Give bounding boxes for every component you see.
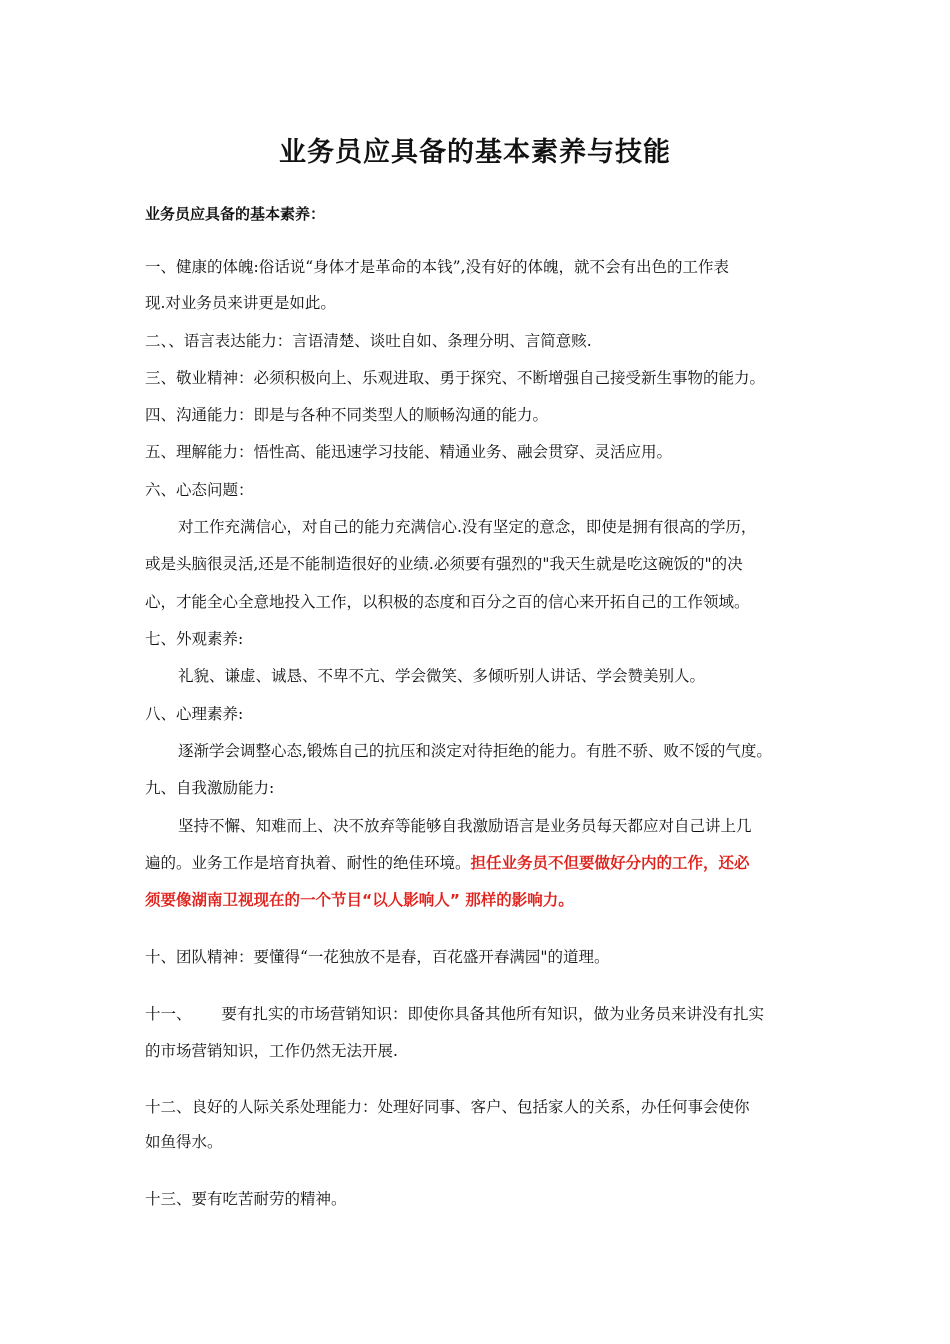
paragraph-line: 三、敬业精神：必须积极向上、乐观进取、勇于探究、不断增强自己接受新生事物的能力。	[145, 369, 766, 387]
paragraph-line: 礼貌、谦虚、诚恳、不卑不亢、学会微笑、多倾听别人讲话、学会赞美别人。	[178, 667, 706, 685]
paragraph-text: 遍的。业务工作是培育执着、耐性的绝佳环境。	[145, 854, 471, 872]
paragraph-line	[145, 1003, 764, 1025]
paragraph-line: 逐渐学会调整心态,锻炼自己的抗压和淡定对待拒绝的能力。有胜不骄、败不馁的气度。	[178, 742, 772, 760]
highlighted-line: 须要像湖南卫视现在的一个节目“以人影响人” 那样的影响力。	[145, 891, 574, 909]
paragraph-line: 十三、要有吃苦耐劳的精神。	[145, 1190, 347, 1208]
item-number: 十一、	[145, 1005, 192, 1023]
paragraph-line: 六、心态问题：	[145, 481, 254, 499]
paragraph-line: 七、外观素养:	[145, 630, 244, 648]
paragraph-line: 的市场营销知识，工作仍然无法开展.	[145, 1042, 398, 1060]
paragraph-text: 要有扎实的市场营销知识：即使你具备其他所有知识，做为业务员来讲没有扎实	[221, 1005, 765, 1023]
paragraph-line	[145, 852, 750, 874]
page-title: 业务员应具备的基本素养与技能	[279, 137, 671, 168]
paragraph-line: 对工作充满信心，对自己的能力充满信心.没有坚定的意念，即使是拥有很高的学历，	[178, 518, 757, 536]
paragraph-line: 坚持不懈、知难而上、决不放弃等能够自我激励语言是业务员每天都应对自己讲上几	[178, 817, 752, 835]
paragraph-line: 五、理解能力：悟性高、能迅速学习技能、精通业务、融会贯穿、灵活应用。	[145, 443, 673, 461]
paragraph-line: 八、心理素养:	[145, 705, 244, 723]
section-heading: 业务员应具备的基本素养：	[145, 205, 326, 223]
paragraph-line: 二、、语言表达能力：言语清楚、谈吐自如、条理分明、言简意赅.	[145, 332, 592, 350]
paragraph-line: 如鱼得水。	[145, 1133, 223, 1151]
paragraph-line: 十二、良好的人际关系处理能力：处理好同事、客户、包括家人的关系，办任何事会使你	[145, 1098, 750, 1116]
paragraph-line: 十、团队精神：要懂得“一花独放不是春，百花盛开春满园"的道理。	[145, 948, 610, 966]
paragraph-line: 一、健康的体魄:俗话说“身体才是革命的本钱”,没有好的体魄，就不会有出色的工作表	[145, 258, 730, 276]
paragraph-line: 四、沟通能力：即是与各种不同类型人的顺畅沟通的能力。	[145, 406, 549, 424]
paragraph-line: 心，才能全心全意地投入工作，以积极的态度和百分之百的信心来开拓自己的工作领域。	[145, 593, 750, 611]
highlighted-text: 担任业务员不但要做好分内的工作，还必	[470, 854, 750, 872]
paragraph-line: 现.对业务员来讲更是如此。	[145, 294, 336, 312]
paragraph-line: 或是头脑很灵活,还是不能制造很好的业绩.必须要有强烈的"我天生就是吃这碗饭的"的决	[145, 555, 743, 573]
paragraph-line: 九、自我激励能力:	[145, 779, 275, 797]
